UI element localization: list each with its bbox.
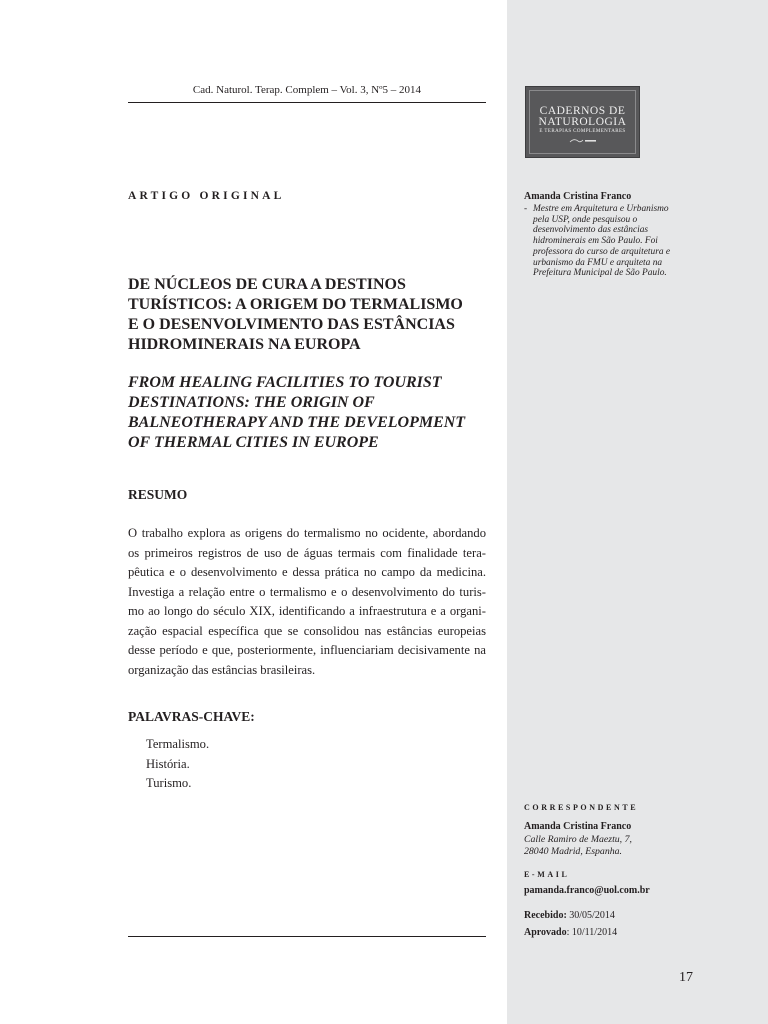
author-name: Amanda Cristina Franco [524, 191, 632, 202]
author-bio [524, 204, 694, 279]
bio-line: Prefeitura Municipal de São Paulo. [533, 268, 667, 279]
keywords-list [146, 735, 209, 794]
bio-line: pela USP, onde pesquisou o [533, 214, 638, 225]
abstract-line: zação espacial específica que se consolidou nas estâncias europeias [128, 623, 486, 638]
title-en-line: OF THERMAL CITIES IN EUROPE [128, 434, 379, 451]
title-pt-line: E O DESENVOLVIMENTO DAS ESTÂNCIAS [128, 316, 455, 333]
received-value: 30/05/2014 [566, 910, 615, 921]
received-label: Recebido: [524, 910, 567, 921]
keywords-heading: PALAVRAS-CHAVE: [128, 709, 255, 724]
keyword-item: Turismo. [146, 776, 192, 790]
bio-line: professora do curso de arquitetura e [533, 246, 671, 257]
abstract-line: desse período e que, posteriormente, influenciariam decisivamente na [128, 643, 486, 657]
bio-line: hidrominerais em São Paulo. Foi [533, 236, 658, 247]
logo-text-line: CADERNOS DE [539, 105, 626, 117]
header-divider [128, 102, 486, 103]
abstract-line: Investiga a relação entre o termalismo e o desenvolvimento do turis- [128, 584, 486, 599]
section-label: ARTIGO ORIGINAL [128, 190, 285, 202]
abstract-body [128, 524, 486, 680]
publisher-mark-icon [526, 138, 639, 146]
page-number: 17 [679, 970, 693, 985]
correspondent-address [524, 834, 632, 857]
approved-value: : 10/11/2014 [566, 927, 618, 938]
title-en-line: FROM HEALING FACILITIES TO TOURIST [128, 374, 442, 391]
journal-logo [525, 86, 640, 158]
abstract-line: organização das estâncias brasileiras. [128, 662, 316, 677]
approved-date [524, 927, 617, 938]
address-line: 28040 Madrid, Espanha. [524, 845, 622, 857]
approved-label: Aprovado [524, 927, 567, 938]
journal-citation: Cad. Naturol. Terap. Complem – Vol. 3, Nº5 – 2014 [192, 84, 422, 96]
bio-line: Mestre em Arquitetura e Urbanismo [533, 204, 669, 214]
correspondent-name: Amanda Cristina Franco [524, 821, 632, 832]
title-pt-line: DE NÚCLEOS DE CURA A DESTINOS [128, 276, 406, 293]
title-en-line: DESTINATIONS: THE ORIGIN OF [128, 394, 375, 411]
title-english [128, 373, 488, 453]
correspondent-label: CORRESPONDENTE [524, 803, 639, 812]
keyword-item: História. [146, 756, 190, 771]
title-pt-line: TURÍSTICOS: A ORIGEM DO TERMALISMO [128, 296, 463, 313]
title-en-line: BALNEOTHERAPY AND THE DEVELOPMENT [128, 414, 466, 431]
title-pt-line: HIDROMINERAIS NA EUROPA [128, 336, 361, 353]
bio-dash: - [524, 204, 528, 214]
email-label: E-MAIL [524, 870, 570, 879]
bio-line: urbanismo da FMU e arquiteta na [533, 257, 663, 268]
title-portuguese [128, 275, 488, 355]
abstract-heading: RESUMO [128, 487, 188, 502]
logo-text-line: NATUROLOGIA [538, 116, 627, 128]
bio-line: desenvolvimento das estâncias [533, 225, 649, 236]
email-link[interactable]: pamanda.franco@uol.com.br [524, 885, 650, 896]
abstract-line: mo ao longo do século XIX, identificando a infraestrutura e a organi- [128, 604, 486, 618]
received-date [524, 910, 615, 921]
keyword-item: Termalismo. [146, 737, 210, 751]
logo-subtitle: E TERAPIAS COMPLEMENTARES [539, 129, 626, 134]
footer-divider [128, 936, 486, 937]
abstract-line: os primeiros registros de uso de águas termais com finalidade tera- [128, 545, 486, 560]
abstract-line: pêutica e o desenvolvimento e dessa prática no campo da medicina. [128, 565, 486, 579]
address-line: Calle Ramiro de Maeztu, 7, [524, 834, 632, 845]
abstract-line: O trabalho explora as origens do termalismo no ocidente, abordando [128, 526, 486, 540]
